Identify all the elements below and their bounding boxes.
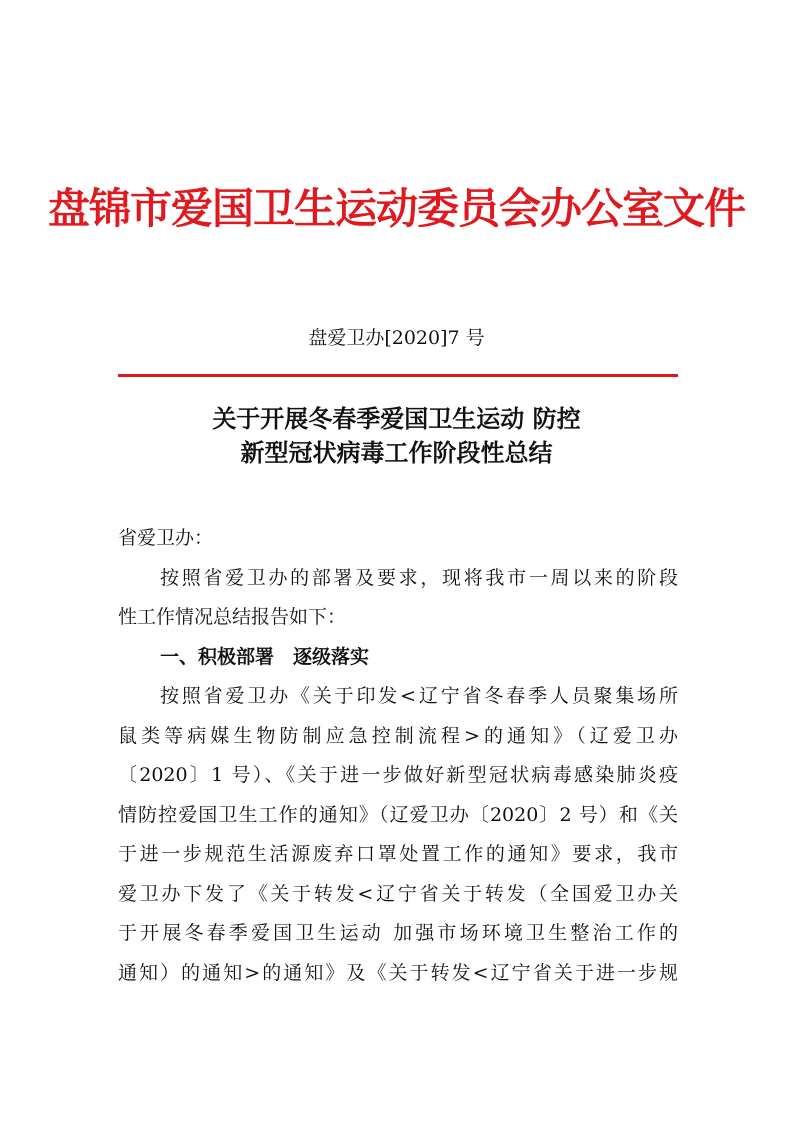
document-body	[118, 519, 678, 993]
paragraph-line: 鼠类等病媒生物防制应急控制流程>的通知》（辽爱卫办	[118, 724, 678, 747]
document-title-line-1: 关于开展冬春季爱国卫生运动 防控	[212, 405, 581, 433]
document-number: 盘爱卫办[2020]7 号	[308, 327, 485, 349]
paragraph-line: 按照省爱卫办《关于印发<辽宁省冬春季人员聚集场所	[160, 685, 678, 707]
salutation: 省爱卫办：	[118, 527, 214, 549]
paragraph-line: 情防控爱国卫生工作的通知》（辽爱卫办〔2020〕2 号）和《关	[118, 803, 678, 826]
intro-line-2: 性工作情况总结报告如下：	[118, 606, 347, 628]
section-heading-1: 一、积极部署 逐级落实	[160, 645, 370, 668]
paragraph-line: 于进一步规范生活源废弃口罩处置工作的通知》要求，我市	[118, 843, 678, 865]
document-title-line-2: 新型冠状病毒工作阶段性总结	[240, 439, 553, 467]
paragraph-line: 于开展冬春季爱国卫生运动 加强市场环境卫生整治工作的	[118, 922, 678, 944]
red-divider-line	[118, 374, 678, 377]
paragraph-line: 爱卫办下发了《关于转发<辽宁省关于转发（全国爱卫办关	[118, 882, 678, 905]
intro-line-1: 按照省爱卫办的部署及要求，现将我市一周以来的阶段	[160, 566, 678, 589]
document-title	[0, 402, 793, 470]
paragraph-line: 通知）的通知>的通知》及《关于转发<辽宁省关于进一步规	[118, 961, 678, 984]
paragraph-line: 〔2020〕1 号）、《关于进一步做好新型冠状病毒感染肺炎疫	[118, 764, 678, 786]
issuing-org-title: 盘锦市爱国卫生运动委员会办公室文件	[47, 184, 745, 233]
